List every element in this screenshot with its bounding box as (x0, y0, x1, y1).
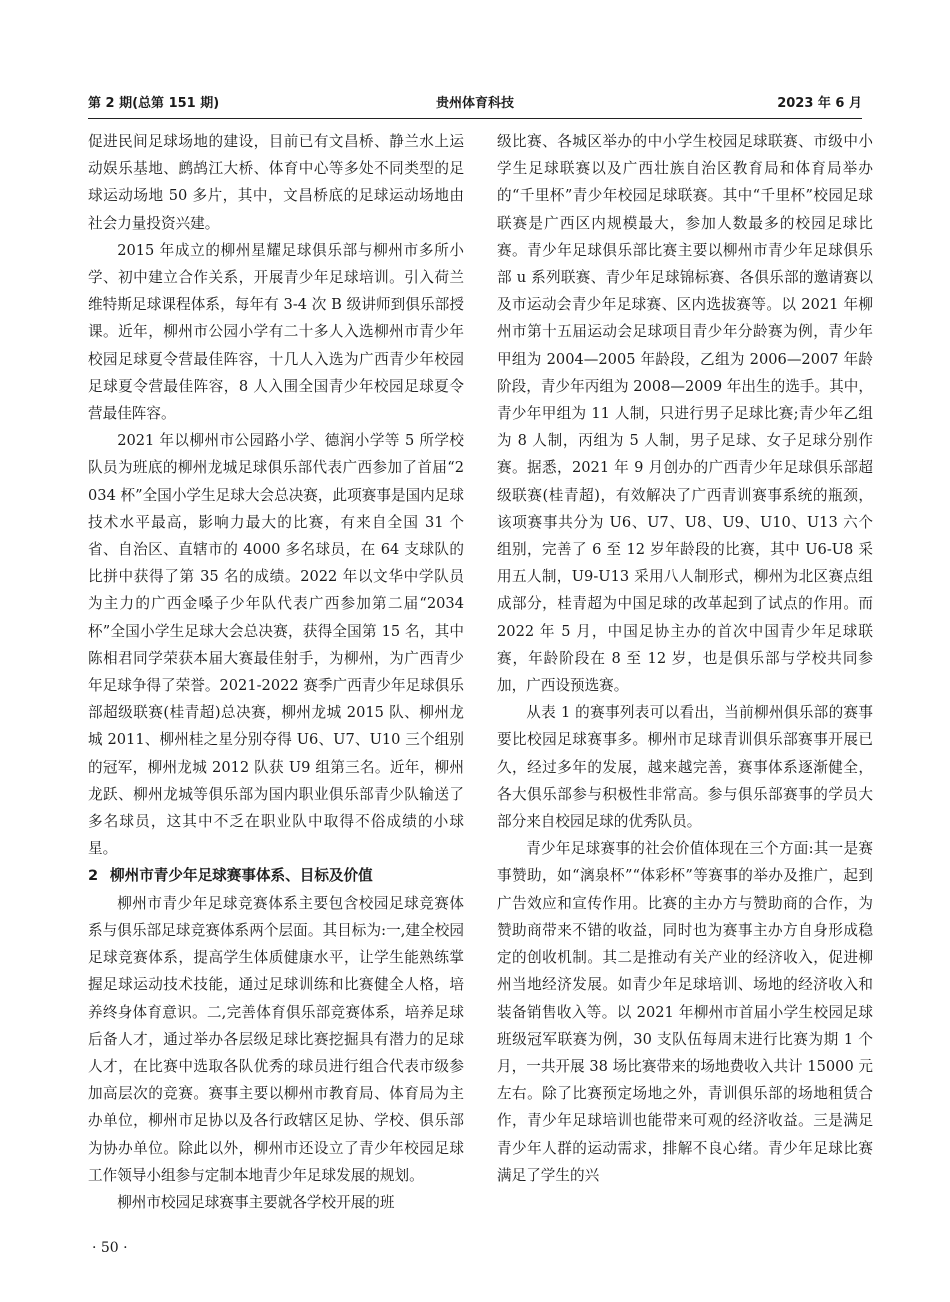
right-column (497, 128, 873, 1189)
issue-info: 第 2 期(总第 151 期) (88, 96, 220, 111)
journal-name: 贵州体育科技 (435, 96, 515, 111)
paragraph: 促进民间足球场地的建设，目前已有文昌桥、静兰水上运动娱乐基地、鹧鸪江大桥、体育中心等多处不同类型的足球运动场地 50 多片，其中，文昌桥底的足球运动场地由社会力量投资兴建。 (88, 133, 464, 232)
section-number: 2 (88, 867, 99, 885)
paragraph: 2015 年成立的柳州星耀足球俱乐部与柳州市多所小学、初中建立合作关系，开展青少年足球培训。引入荷兰维特斯足球课程体系，每年有 3-4 次 B 级讲师到俱乐部授课。近年，柳州市公园小学有二十多人入选柳州市青少年校园足球夏令营最佳阵容，十几人入选为广西青少年校园足球夏令营最佳阵容，8 人入围全国青少年校园足球夏令营最佳阵容。 (88, 241, 464, 423)
page-number: · 50 · (92, 1240, 128, 1256)
publication-date: 2023 年 6 月 (777, 96, 862, 111)
paragraph: 柳州市青少年足球竞赛体系主要包含校园足球竞赛体系与俱乐部足球竞赛体系两个层面。其目标为:一,建全校园足球竞赛体系，提高学生体质健康水平，让学生能熟练掌握足球运动技术技能，通过足球训练和比赛健全人格，培养终身体育意识。二,完善体育俱乐部竞赛体系，培养足球后备人才，通过举办各层级足球比赛挖掘具有潜力的足球人才，在比赛中选取各队优秀的球员进行组合代表市级参加高层次的竞赛。赛事主要以柳州市教育局、体育局为主办单位，柳州市足协以及各行政辖区足协、学校、俱乐部为协办单位。除此以外，柳州市还设立了青少年校园足球工作领导小组参与定制本地青少年足球发展的规划。 (88, 894, 464, 1184)
section-title: 柳州市青少年足球赛事体系、目标及价值 (110, 867, 373, 885)
header-rule (88, 118, 862, 119)
section-heading (88, 862, 464, 889)
paragraph: 柳州市校园足球赛事主要就各学校开展的班 (117, 1193, 395, 1211)
paragraph: 级比赛、各城区举办的中小学生校园足球联赛、市级中小学生足球联赛以及广西壮族自治区教育局和体育局举办的“千里杯”青少年校园足球联赛。其中“千里杯”校园足球联赛是广西区内规模最大，参加人数最多的校园足球比赛。青少年足球俱乐部比赛主要以柳州市青少年足球俱乐部 u 系列联赛、青少年足球锦标赛、各俱乐部的邀请赛以及市运动会青少年足球赛、区内选拔赛等。以 2021 年柳州市第十五届运动会足球项目青少年分龄赛为例，青少年甲组为 2004—2005 年龄段，乙组为 2006—2007 年龄阶段，青少年丙组为 2008—2009 年出生的选手。其中，青少年甲组为 11 人制，只进行男子足球比赛;青少年乙组为 8 人制，丙组为 5 人制，男子足球、女子足球分别作赛。据悉，2021 年 9 月创办的广西青少年足球俱乐部超级联赛(桂青超)，有效解决了广西青训赛事系统的瓶颈，该项赛事共分为 U6、U7、U8、U9、U10、U13 六个组别，完善了 6 至 12 岁年龄段的比赛，其中 U6-U8 采用五人制，U9-U13 采用八人制形式，柳州为北区赛点组成部分，桂青超为中国足球的改革起到了试点的作用。而 2022 年 5 月，中国足协主办的首次中国青少年足球联赛，年龄阶段在 8 至 12 岁，也是俱乐部与学校共同参加，广西设预选赛。 (497, 133, 873, 695)
paragraph: 2021 年以柳州市公园路小学、德润小学等 5 所学校队员为班底的柳州龙城足球俱乐部代表广西参加了首届“2034 杯”全国小学生足球大会总决赛，此项赛事是国内足球技术水平最高，影响力最大的比赛，有来自全国 31 个省、自治区、直辖市的 4000 多名球员，在 64 支球队的比拼中获得了第 35 名的成绩。2022 年以文华中学队员为主力的广西金嗓子少年队代表广西参加第二届“2034 杯”全国小学生足球大会总决赛，获得全国第 15 名，其中陈相君同学荣获本届大赛最佳射手，为柳州，为广西青少年足球争得了荣誉。2021-2022 赛季广西青少年足球俱乐部超级联赛(桂青超)总决赛，柳州龙城 2015 队、柳州龙城 2011、柳州桂之星分别夺得 U6、U7、U10 三个组别的冠军，柳州龙城 2012 队获 U9 组第三名。近年，柳州龙跃、柳州龙城等俱乐部为国内职业俱乐部青少队输送了多名球员，这其中不乏在职业队中取得不俗成绩的小球星。 (88, 432, 464, 858)
running-header (88, 90, 862, 116)
paragraph: 青少年足球赛事的社会价值体现在三个方面:其一是赛事赞助，如“漓泉杯”“体彩杯”等赛事的举办及推广，起到广告效应和宣传作用。比赛的主办方与赞助商的合作，为赞助商带来不错的收益，同时也为赛事主办方自身形成稳定的创收机制。其二是推动有关产业的经济收入，促进柳州当地经济发展。如青少年足球培训、场地的经济收入和装备销售收入等。以 2021 年柳州市首届小学生校园足球班级冠军联赛为例，30 支队伍每周末进行比赛为期 1 个月，一共开展 38 场比赛带来的场地费收入共计 15000 元左右。除了比赛预定场地之外，青训俱乐部的场地租赁合作，青少年足球培训也能带来可观的经济收益。三是满足青少年人群的运动需求，排解不良心绪。青少年足球比赛满足了学生的兴 (497, 840, 873, 1184)
left-column (88, 128, 464, 1216)
paragraph: 从表 1 的赛事列表可以看出，当前柳州俱乐部的赛事要比校园足球赛事多。柳州市足球青训俱乐部赛事开展已久，经过多年的发展，越来越完善，赛事体系逐渐健全，各大俱乐部参与积极性非常高。参与俱乐部赛事的学员大部分来自校园足球的优秀队员。 (497, 704, 873, 831)
